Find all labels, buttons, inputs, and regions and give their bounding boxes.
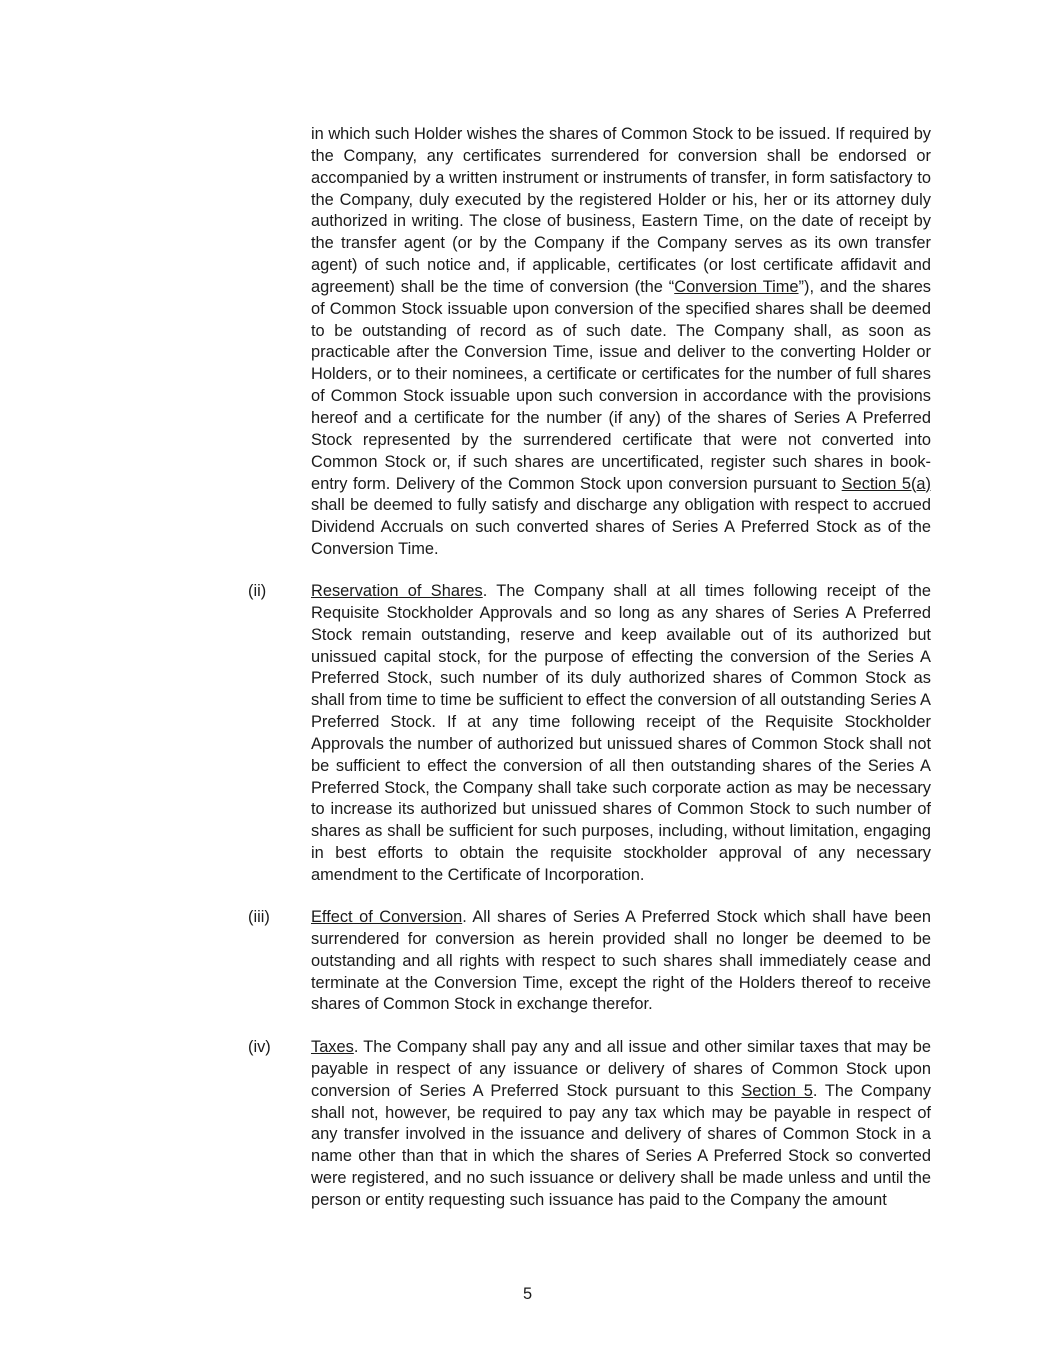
item-heading: Reservation of Shares: [311, 582, 483, 600]
item-heading: Effect of Conversion: [311, 908, 463, 926]
paragraph-text: ”), and the shares of Common Stock issuable upon conversion of the specified shares shall be deemed to be outstanding of record as of such date. The Company shall, as soon as practicable after the Conversion Time, issue and deliver to the converting Holder or Holders, or to their nominees, a certificate or certificates for the number of full shares of Common Stock issuable upon such conversion in accordance with the provisions hereof and a certificate for the number (if any) of the shares of Series A Preferred Stock represented by the surrendered certificate that were not converted into Common Stock or, if such shares are uncertificated, register such shares in book-entry form. Delivery of the Common Stock upon conversion pursuant to: [311, 277, 931, 493]
paragraph-text: . The Company shall pay any and all issue and other similar taxes that may be payable in respect of any issuance or delivery of shares of Common Stock upon conversion of Series A Preferred Stock pursuant to this: [311, 1038, 931, 1100]
item-number: (iv): [248, 1038, 271, 1056]
defined-term-conversion-time: Conversion Time: [674, 277, 799, 296]
section-reference: Section 5: [741, 1081, 813, 1100]
paragraph-conversion-procedure: [311, 124, 931, 561]
paragraph-reservation-of-shares: [311, 581, 931, 887]
paragraph-text: shall be deemed to fully satisfy and discharge any obligation with respect to accrued Dividend Accruals on such converted shares of Series A Preferred Stock as of the Conversion Time.: [311, 496, 931, 559]
paragraph-text: . The Company shall not, however, be required to pay any tax which may be payable in respect of any transfer involved in the issuance and delivery of shares of Common Stock in a name other than that in which the shares of Series A Preferred Stock so converted were registered, and no such issuance or delivery shall be made unless and until the person or entity requesting such issuance has paid to the Company the amount: [311, 1081, 931, 1209]
item-number: (ii): [248, 582, 267, 600]
item-heading: Taxes: [311, 1038, 354, 1056]
item-number: (iii): [248, 908, 270, 926]
paragraph-text: in which such Holder wishes the shares of Common Stock to be issued. If required by the Company, any certificates surrendered for conversion shall be endorsed or accompanied by a written instrument or instruments of transfer, in form satisfactory to the Company, duly executed by the registered Holder or his, her or its attorney duly authorized in writing. The close of business, Eastern Time, on the date of receipt by the transfer agent (or by the Company if the Company serves as its own transfer agent) of such notice and, if applicable, certificates (or lost certificate affidavit and agreement) shall be the time of conversion (the “: [311, 125, 931, 296]
section-reference: Section 5(a): [841, 474, 931, 493]
paragraph-text: . The Company shall at all times following receipt of the Requisite Stockholder Approvals and so long as any shares of Series A Preferred Stock remain outstanding, reserve and keep available out of its authorized but unissued capital stock, for the purpose of effecting the conversion of the Series A Preferred Stock, such number of its duly authorized shares of Common Stock as shall from time to time be sufficient to effect the conversion of all outstanding Series A Preferred Stock. If at any time following receipt of the Requisite Stockholder Approvals the number of authorized but unissued shares of Common Stock shall not be sufficient to effect the conversion of all then outstanding shares of the Series A Preferred Stock, the Company shall take such corporate action as may be necessary to increase its authorized but unissued shares of Common Stock to such number of shares as shall be sufficient for such purposes, including, without limitation, engaging in best efforts to obtain the requisite stockholder approval of any necessary amendment to the Certificate of Incorporation.: [311, 582, 931, 884]
paragraph-text: . All shares of Series A Preferred Stock which shall have been surrendered for conversion as herein provided shall no longer be deemed to be outstanding and all rights with respect to such shares shall immediately cease and terminate at the Conversion Time, except the right of the Holders thereof to receive shares of Common Stock in exchange therefor.: [311, 908, 932, 1014]
page-number: 5: [522, 1285, 533, 1303]
paragraph-taxes: [311, 1037, 931, 1212]
paragraph-effect-of-conversion: [311, 907, 931, 1016]
